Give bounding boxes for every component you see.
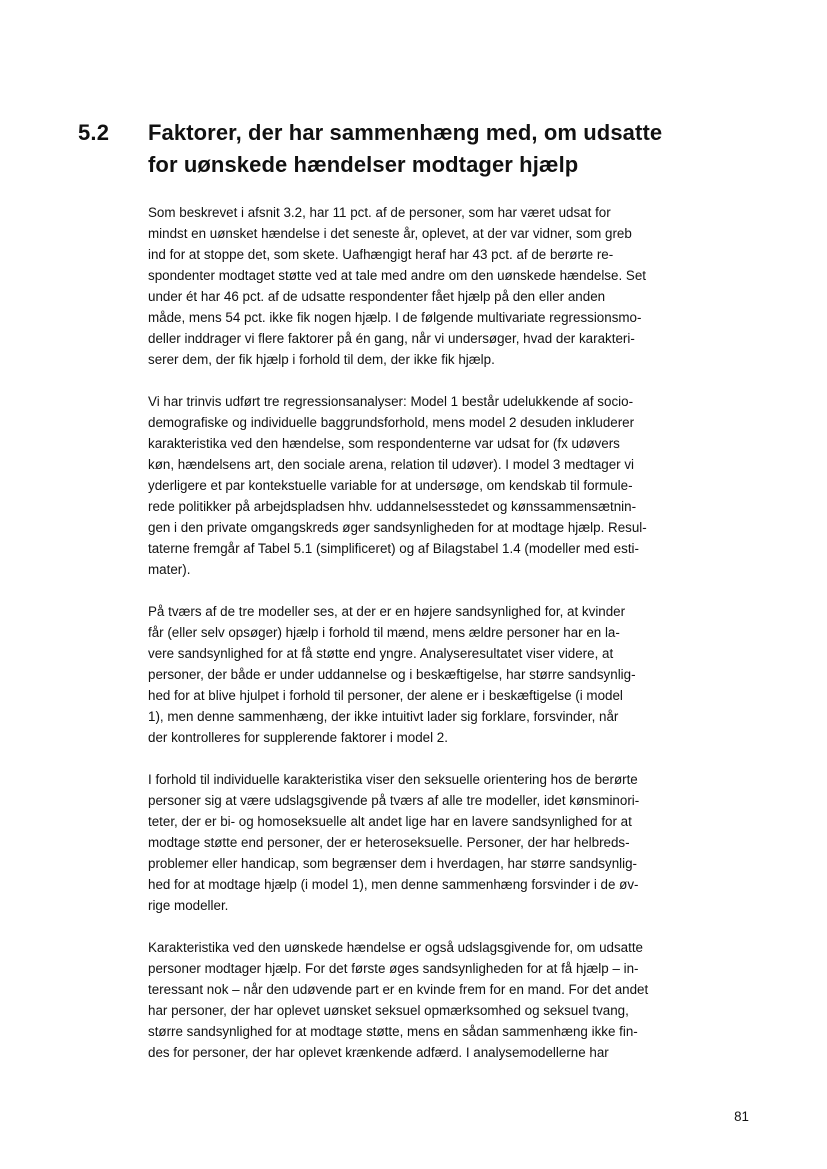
paragraph-line: demografiske og individuelle baggrundsforhold, mens model 2 desuden inkluderer xyxy=(148,415,635,430)
paragraph-line: spondenter modtaget støtte ved at tale med andre om den uønskede hændelse. Set xyxy=(148,268,646,283)
paragraph-line: serer dem, der fik hjælp i forhold til dem, der ikke fik hjælp. xyxy=(148,352,495,367)
paragraph-line: hed for at modtage hjælp (i model 1), men denne sammenhæng forsvinder i de øv- xyxy=(148,877,639,892)
paragraph-line: rige modeller. xyxy=(148,898,229,913)
paragraph-line: under ét har 46 pct. af de udsatte respondenter fået hjælp på den eller anden xyxy=(148,289,606,304)
paragraph-line: køn, hændelsens art, den sociale arena, relation til udøver). I model 3 medtager vi xyxy=(148,457,635,472)
paragraph-line: der kontrolleres for supplerende faktorer i model 2. xyxy=(148,730,448,745)
paragraph xyxy=(148,202,708,370)
paragraph-line: ind for at stoppe det, som skete. Uafhængigt heraf har 43 pct. af de berørte re- xyxy=(148,247,614,262)
page-number: 81 xyxy=(734,1109,749,1124)
paragraph xyxy=(148,391,708,580)
paragraph-line: teressant nok – når den udøvende part er en kvinde frem for en mand. For det andet xyxy=(148,982,649,997)
paragraph xyxy=(148,937,708,1063)
paragraph-line: På tværs af de tre modeller ses, at der er en højere sandsynlighed for, at kvinder xyxy=(148,604,626,619)
paragraph-line: hed for at blive hjulpet i forhold til personer, der alene er i beskæftigelse (i model xyxy=(148,688,623,703)
paragraph-line: des for personer, der har oplevet krænkende adfærd. I analysemodellerne har xyxy=(148,1045,609,1060)
paragraph-line: deller inddrager vi flere faktorer på én gang, når vi undersøger, hvad der karakteri- xyxy=(148,331,635,346)
paragraph-line: personer, der både er under uddannelse og i beskæftigelse, har større sandsynlig- xyxy=(148,667,636,682)
paragraph-line: modtage støtte end personer, der er heteroseksuelle. Personer, der har helbreds- xyxy=(148,835,630,850)
paragraph-line: Som beskrevet i afsnit 3.2, har 11 pct. af de personer, som har været udsat for xyxy=(148,205,611,220)
paragraph-line: 1), men denne sammenhæng, der ikke intuitivt lader sig forklare, forsvinder, når xyxy=(148,709,619,724)
paragraph-line: gen i den private omgangskreds øger sandsynligheden for at modtage hjælp. Resul- xyxy=(148,520,647,535)
section-title-line: for uønskede hændelser modtager hjælp xyxy=(148,152,579,177)
paragraph-line: taterne fremgår af Tabel 5.1 (simplificeret) og af Bilagstabel 1.4 (modeller med esti- xyxy=(148,541,639,556)
paragraph-line: I forhold til individuelle karakteristika viser den seksuelle orientering hos de berørte xyxy=(148,772,638,787)
body-text xyxy=(148,202,708,1084)
paragraph-line: Vi har trinvis udført tre regressionsanalyser: Model 1 består udelukkende af socio- xyxy=(148,394,634,409)
paragraph-line: større sandsynlighed for at modtage støtte, mens en sådan sammenhæng ikke fin- xyxy=(148,1024,638,1039)
paragraph-line: mater). xyxy=(148,562,191,577)
paragraph-line: karakteristika ved den hændelse, som respondenterne var udsat for (fx udøvers xyxy=(148,436,620,451)
paragraph-line: måde, mens 54 pct. ikke fik nogen hjælp. I de følgende multivariate regressionsmo- xyxy=(148,310,642,325)
paragraph-line: personer sig at være udslagsgivende på tværs af alle tre modeller, idet kønsminori- xyxy=(148,793,640,808)
paragraph-line: teter, der er bi- og homoseksuelle alt andet lige har en lavere sandsynlighed for at xyxy=(148,814,632,829)
paragraph xyxy=(148,601,708,748)
paragraph-line: vere sandsynlighed for at få støtte end yngre. Analyseresultatet viser videre, at xyxy=(148,646,614,661)
paragraph-line: personer modtager hjælp. For det første øges sandsynligheden for at få hjælp – in- xyxy=(148,961,639,976)
paragraph-line: Karakteristika ved den uønskede hændelse er også udslagsgivende for, om udsatte xyxy=(148,940,644,955)
paragraph-line: mindst en uønsket hændelse i det seneste år, oplevet, at der var vidner, som greb xyxy=(148,226,632,241)
paragraph-line: rede politikker på arbejdspladsen hhv. uddannelsesstedet og kønssammensætnin- xyxy=(148,499,637,514)
paragraph-line: yderligere et par kontekstuelle variable for at undersøge, om kendskab til formule- xyxy=(148,478,633,493)
paragraph-line: får (eller selv opsøger) hjælp i forhold til mænd, mens ældre personer har en la- xyxy=(148,625,620,640)
paragraph-line: problemer eller handicap, som begrænser dem i hverdagen, har større sandsynlig- xyxy=(148,856,637,871)
section-title xyxy=(148,117,728,181)
paragraph xyxy=(148,769,708,916)
paragraph-line: har personer, der har oplevet uønsket seksuel opmærksomhed og seksuel tvang, xyxy=(148,1003,629,1018)
section-title-line: Faktorer, der har sammenhæng med, om udsatte xyxy=(148,120,663,145)
section-number: 5.2 xyxy=(78,120,110,145)
